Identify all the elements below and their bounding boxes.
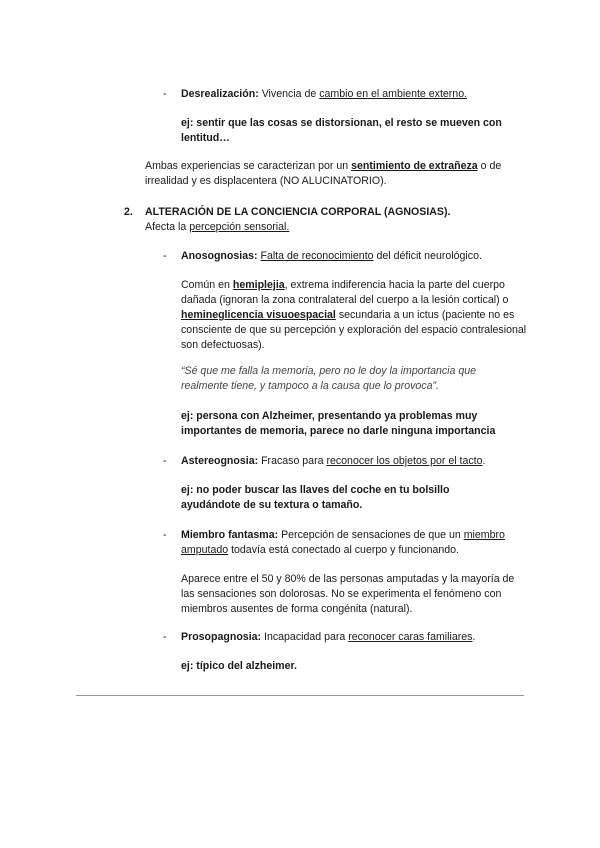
quote-text: “Sé que me falla la memoria, pero no le doy la importancia que realmente tiene, y tampoco a la causa que lo provoca”. <box>181 365 477 392</box>
item-text: Vivencia de <box>261 88 317 100</box>
paragraph-text: Ambas experiencias se caracterizan por un <box>145 160 349 172</box>
list-dash: - <box>163 631 167 643</box>
list-dash: - <box>163 529 167 541</box>
list-dash: - <box>163 455 167 467</box>
astereognosia-item: Astereognosia: Fracaso para reconocer los objetos por el tacto. <box>181 455 486 467</box>
paragraph-text: , extrema indiferencia hacia la parte del cuerpo dañada (ignoran la zona contralateral del cuerpo a la lesión cortical) o <box>181 279 509 306</box>
item-text: todavía está conectado al cuerpo y funcionando. <box>231 544 460 556</box>
term-label: Miembro fantasma: <box>181 529 279 541</box>
term-label: Desrealización: <box>181 88 259 100</box>
example-text: ej: sentir que las cosas se distorsionan, el resto se mueven con lentitud… <box>181 117 502 144</box>
underlined-phrase: reconocer los objetos por el tacto <box>326 455 483 467</box>
term-label: Prosopagnosia: <box>181 631 262 643</box>
emphasis-phrase: hemineglicencia visuoespacial <box>181 309 336 321</box>
section-title: ALTERACIÓN DE LA CONCIENCIA CORPORAL (AGNOSIAS). <box>145 206 451 218</box>
term-label: Astereognosia: <box>181 455 259 467</box>
underlined-phrase: reconocer caras familiares <box>348 631 473 643</box>
emphasis-phrase: hemiplejia <box>232 279 285 291</box>
subtitle-text: Afecta la <box>145 221 187 233</box>
paragraph-text: Común en <box>181 279 230 291</box>
miembro-item <box>181 528 526 558</box>
item-text: Percepción de sensaciones de que un <box>281 529 461 541</box>
derealizacion-item <box>181 87 531 102</box>
example-text: ej: persona con Alzheimer, presentando ya problemas muy importantes de memoria, parece no darle ninguna importancia <box>181 410 496 437</box>
horizontal-divider <box>76 695 524 696</box>
underlined-phrase: percepción sensorial. <box>189 221 290 233</box>
anosognosias-paragraph <box>181 278 529 353</box>
summary-paragraph <box>145 159 530 189</box>
list-dash: - <box>163 250 167 262</box>
item-text: del déficit neurológico. <box>376 250 482 262</box>
underlined-phrase: miembro amputado <box>181 529 505 556</box>
underlined-phrase: Falta de reconocimiento <box>260 250 374 262</box>
section-subtitle <box>145 220 289 235</box>
example-text: ej: típico del alzheimer. <box>181 660 297 672</box>
underlined-phrase: cambio en el ambiente externo. <box>319 88 468 100</box>
item-text: Incapacidad para <box>264 631 346 643</box>
paragraph-text: o de irrealidad y es displacentera (NO ALUCINATORIO). <box>145 160 502 187</box>
example-text: ej: no poder buscar las llaves del coche en tu bolsillo ayudándote de su textura o tamaño. <box>181 484 450 511</box>
paragraph-text: secundaria a un ictus (paciente no es consciente de que su percepción y exploración del espacio contralesional son defectuosas). <box>181 309 527 351</box>
term-label: Anosognosias: <box>181 250 258 262</box>
list-dash: - <box>163 88 167 100</box>
anosognosias-item <box>181 249 531 264</box>
emphasis-phrase: sentimiento de extrañeza <box>351 160 478 172</box>
prosopagnosia-item: Prosopagnosia: Incapacidad para reconocer caras familiares. <box>181 631 476 643</box>
miembro-paragraph: Aparece entre el 50 y 80% de las personas amputadas y la mayoría de las sensaciones son dolorosas. No se experimenta el fenómeno con miembros ausentes de forma congénita (natural). <box>181 573 515 615</box>
item-text: Fracaso para <box>261 455 324 467</box>
section-number: 2. <box>124 206 133 218</box>
